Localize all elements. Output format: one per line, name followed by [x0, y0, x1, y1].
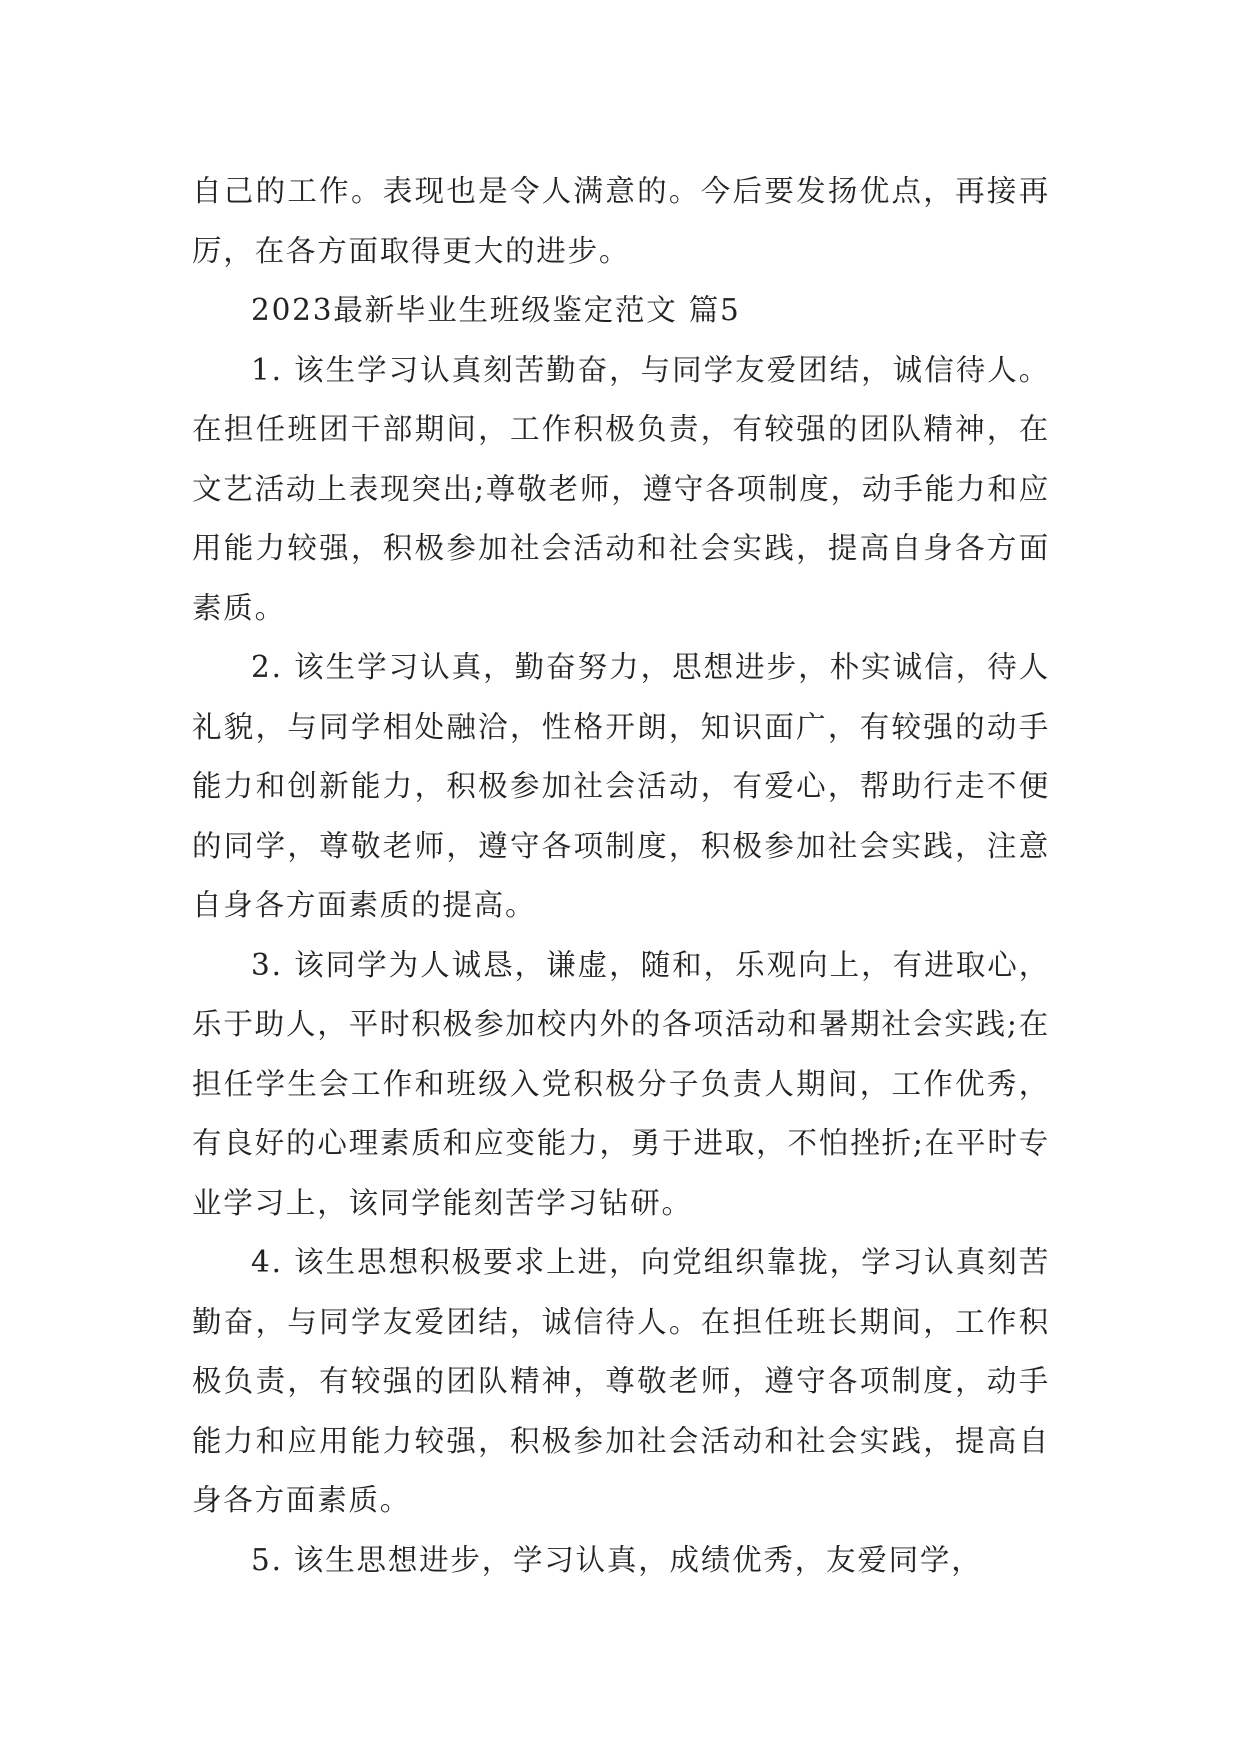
paragraph-item-3: 3. 该同学为人诚恳，谦虚，随和，乐观向上，有进取心，乐于助人，平时积极参加校内外的各项活动和暑期社会实践;在担任学生会工作和班级入党积极分子负责人期间，工作优秀，有良好的心理素质和应变能力，勇于进取，不怕挫折;在平时专业学习上，该同学能刻苦学习钻研。 [192, 947, 1050, 1220]
paragraph-item-5: 5. 该生思想进步，学习认真，成绩优秀，友爱同学， [251, 1542, 983, 1577]
paragraph-item-2: 2. 该生学习认真，勤奋努力，思想进步，朴实诚信，待人礼貌，与同学相处融洽，性格开朗，知识面广，有较强的动手能力和创新能力，积极参加社会活动，有爱心，帮助行走不便的同学，尊敬老师，遵守各项制度，积极参加社会实践，注意自身各方面素质的提高。 [192, 650, 1050, 922]
paragraph-item-1: 1. 该生学习认真刻苦勤奋，与同学友爱团结，诚信待人。在担任班团干部期间，工作积极负责，有较强的团队精神，在文艺活动上表现突出;尊敬老师，遵守各项制度，动手能力和应用能力较强，积极参加社会活动和社会实践，提高自身各方面素质。 [192, 352, 1050, 625]
paragraph-continuation: 自己的工作。表现也是令人满意的。今后要发扬优点，再接再厉，在各方面取得更大的进步。 [192, 174, 1050, 268]
section-heading: 2023最新毕业生班级鉴定范文 篇5 [251, 293, 741, 327]
paragraph-item-4: 4. 该生思想积极要求上进，向党组织靠拢，学习认真刻苦勤奋，与同学友爱团结，诚信待人。在担任班长期间，工作积极负责，有较强的团队精神，尊敬老师，遵守各项制度，动手能力和应用能力较强，积极参加社会活动和社会实践，提高自身各方面素质。 [192, 1245, 1050, 1517]
document-body [192, 162, 1050, 1590]
